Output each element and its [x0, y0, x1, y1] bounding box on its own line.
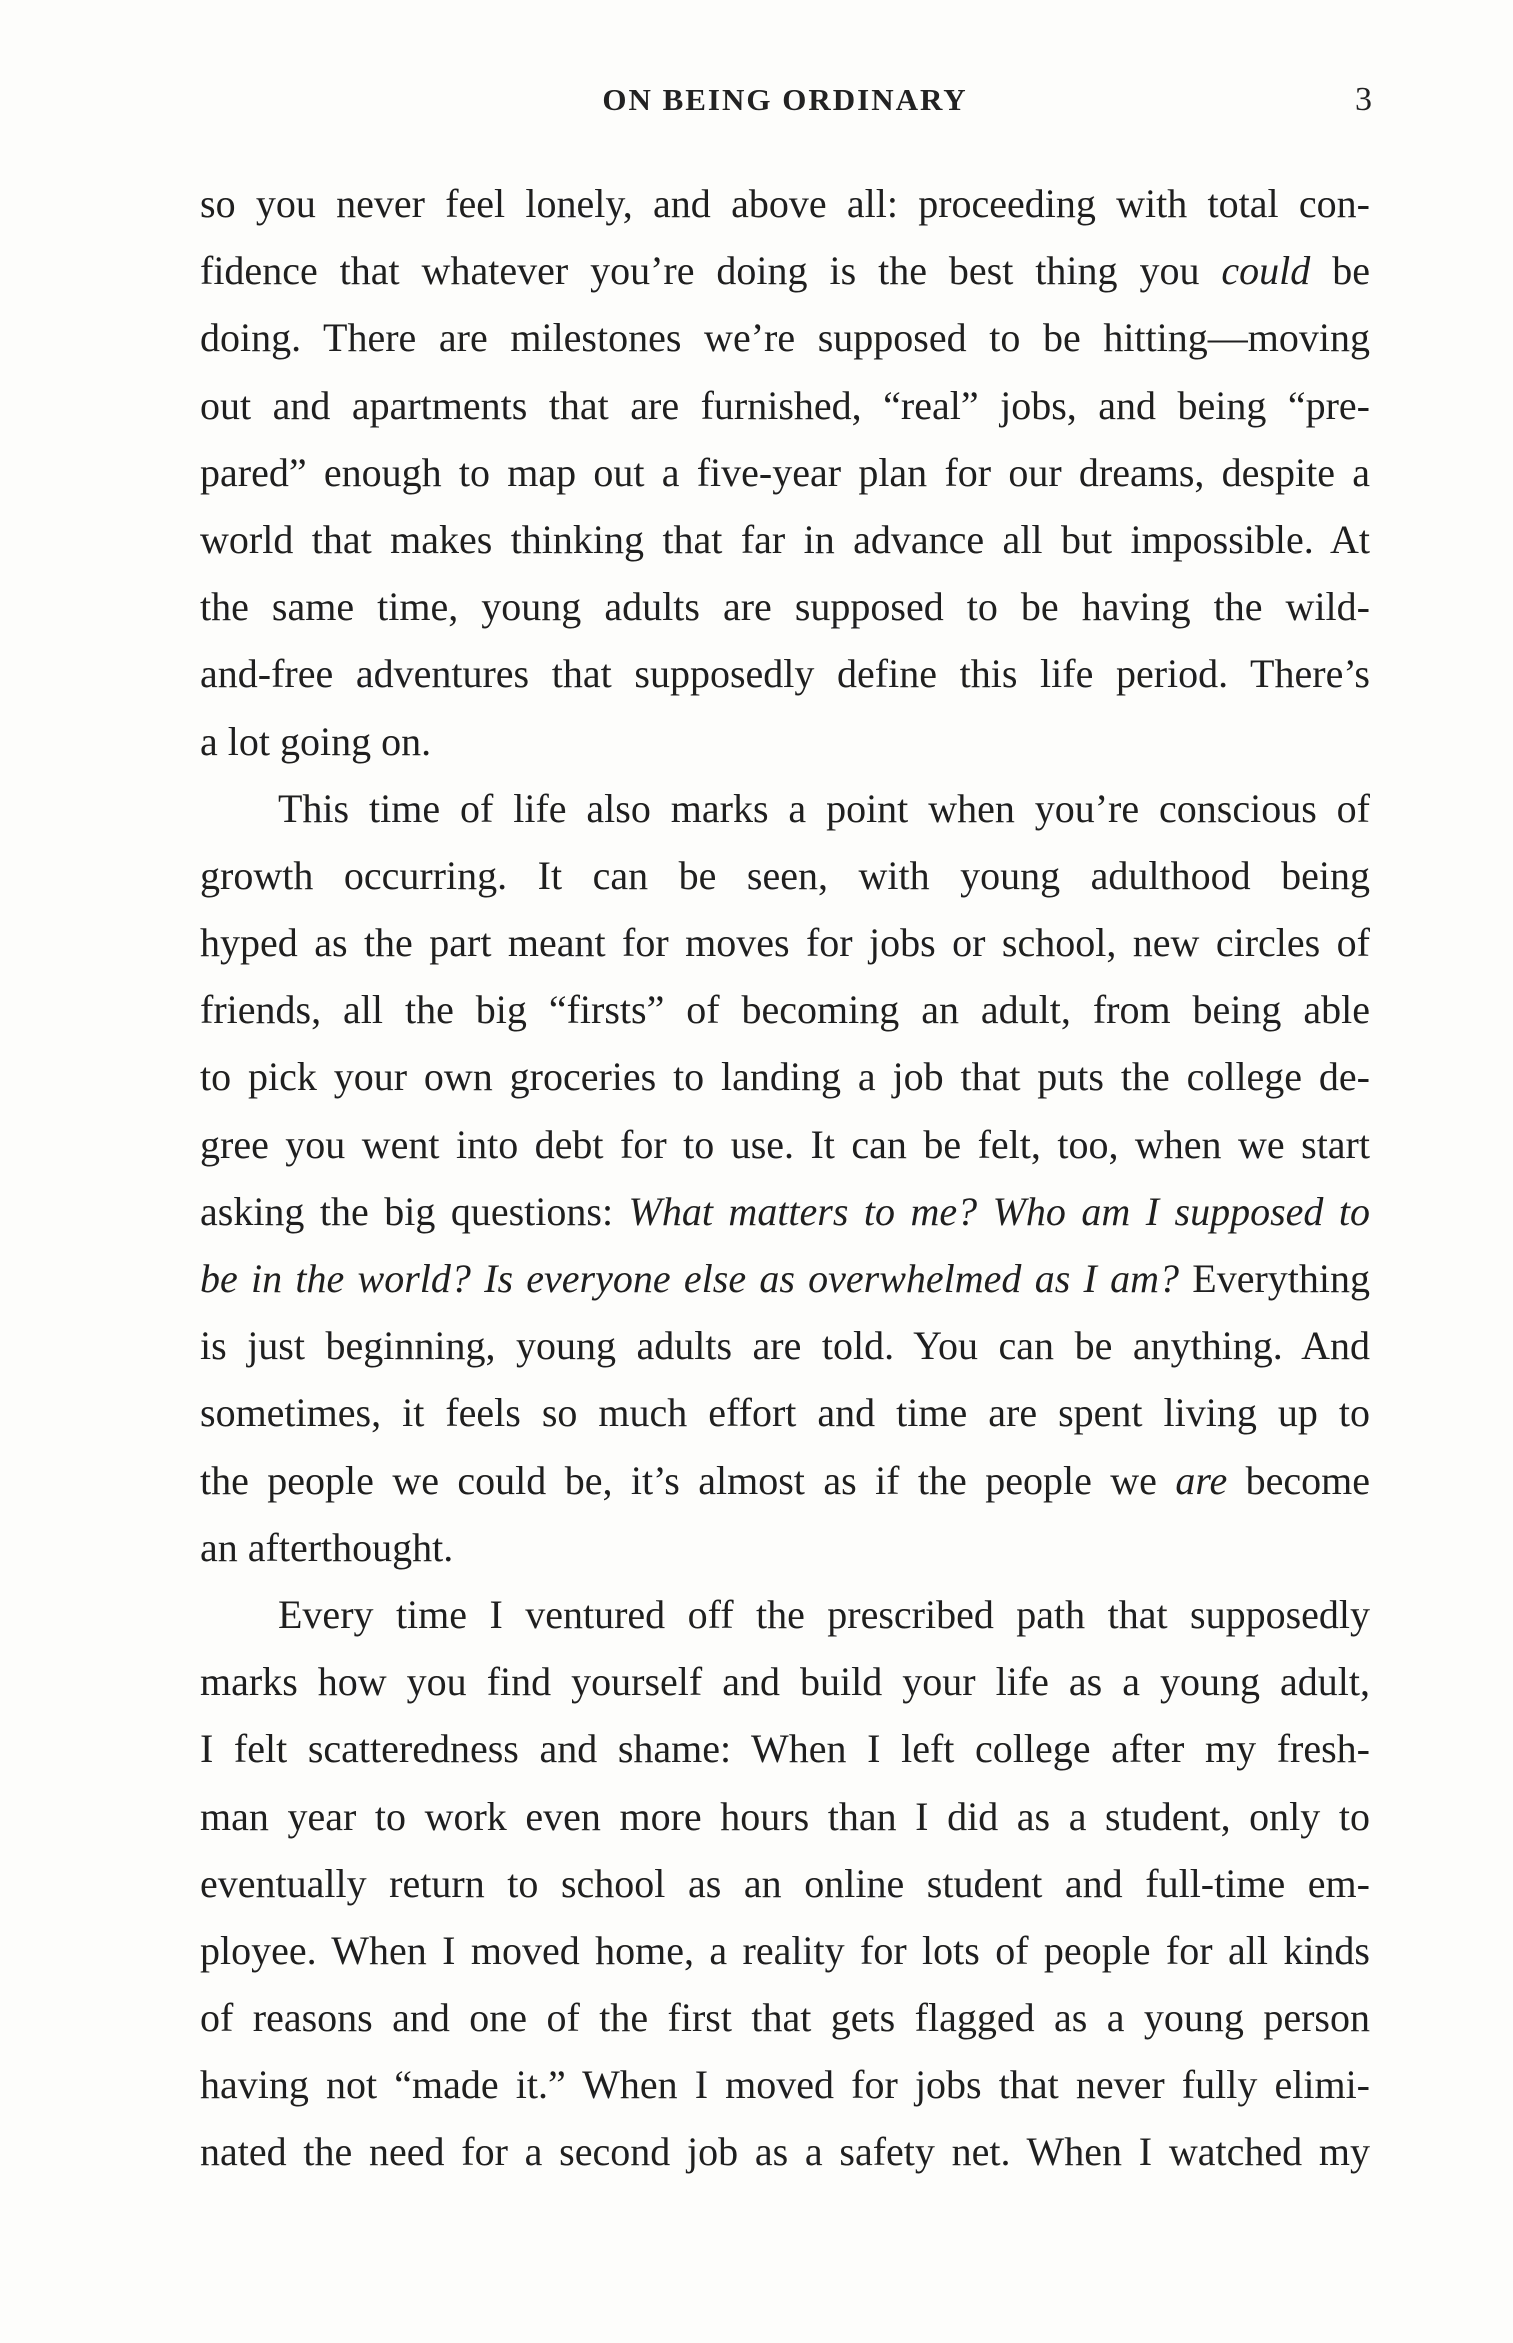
- text-segment: eventually return to school as an online student and full-time em-: [200, 1860, 1370, 1906]
- text-segment: fidence that whatever you’re doing is the best thing you: [200, 248, 1222, 294]
- text-segment: doing. There are milestones we’re supposed to be hitting—moving: [200, 315, 1370, 361]
- text-line: [200, 775, 1370, 842]
- text-segment: be: [1310, 248, 1370, 294]
- text-segment: I felt scatteredness and shame: When I left college after my fresh-: [200, 1726, 1370, 1772]
- text-segment: so you never feel lonely, and above all: proceeding with total con-: [200, 181, 1370, 226]
- text-line: [200, 506, 1370, 573]
- text-segment: and-free adventures that supposedly define this life period. There’s: [200, 651, 1370, 697]
- text-line: [200, 2118, 1370, 2185]
- text-line: [200, 1917, 1370, 1984]
- text-line: [200, 842, 1370, 909]
- text-line: [200, 1850, 1370, 1917]
- text-segment: out and apartments that are furnished, “real” jobs, and being “pre-: [200, 382, 1370, 428]
- text-line: [200, 1111, 1370, 1178]
- text-line: [200, 573, 1370, 640]
- paragraph: [200, 170, 1370, 775]
- text-segment: of reasons and one of the first that gets flagged as a young person: [200, 1995, 1370, 2041]
- text-segment: become: [1227, 1457, 1371, 1503]
- text-line: [200, 304, 1370, 371]
- text-line: [200, 1514, 1370, 1581]
- text-segment: the same time, young adults are supposed to be having the wild-: [200, 584, 1370, 630]
- text-line: [200, 170, 1370, 237]
- text-segment: world that makes thinking that far in advance all but impossible. At: [200, 516, 1370, 562]
- text-segment: growth occurring. It can be seen, with young adulthood being: [200, 852, 1370, 898]
- italic-text: What matters to me? Who am I supposed to: [628, 1188, 1371, 1234]
- text-segment: an afterthought.: [200, 1524, 454, 1570]
- text-line: [200, 1783, 1370, 1850]
- text-segment: ployee. When I moved home, a reality for lots of people for all kinds: [200, 1927, 1370, 1973]
- text-segment: Every time I ventured off the prescribed path that supposedly: [278, 1591, 1370, 1637]
- text-segment: pared” enough to map out a five-year plan for our dreams, despite a: [200, 449, 1370, 495]
- text-line: [200, 708, 1370, 775]
- text-line: [200, 2051, 1370, 2118]
- text-line: [200, 237, 1370, 304]
- text-segment: having not “made it.” When I moved for jobs that never fully elimi-: [200, 2062, 1370, 2108]
- text-line: [200, 1581, 1370, 1648]
- text-segment: Everything: [1179, 1256, 1370, 1301]
- text-segment: a lot going on.: [200, 718, 432, 764]
- text-segment: asking the big questions:: [200, 1188, 629, 1234]
- text-line: [200, 1178, 1370, 1245]
- text-segment: This time of life also marks a point when you’re conscious of: [278, 785, 1370, 831]
- text-line: [200, 1043, 1370, 1110]
- text-line: [200, 1447, 1370, 1514]
- paragraph: [200, 775, 1370, 1581]
- text-segment: nated the need for a second job as a safety net. When I watched my: [200, 2129, 1370, 2175]
- text-line: [200, 1312, 1370, 1379]
- text-line: [200, 1984, 1370, 2051]
- text-line: [200, 909, 1370, 976]
- text-segment: marks how you find yourself and build your life as a young adult,: [200, 1659, 1370, 1705]
- text-line: [200, 372, 1370, 439]
- text-segment: is just beginning, young adults are told. You can be anything. And: [200, 1323, 1370, 1369]
- text-line: [200, 976, 1370, 1043]
- text-segment: friends, all the big “firsts” of becoming an adult, from being able: [200, 987, 1370, 1033]
- text-segment: man year to work even more hours than I did as a student, only to: [200, 1793, 1370, 1839]
- paragraph: [200, 1581, 1370, 2186]
- text-line: [200, 640, 1370, 707]
- italic-text: be in the world? Is everyone else as overwhelmed as I am?: [200, 1256, 1179, 1301]
- text-segment: the people we could be, it’s almost as if the people we: [200, 1457, 1176, 1503]
- text-segment: gree you went into debt for to use. It can be felt, too, when we start: [200, 1121, 1370, 1167]
- body-text: [200, 170, 1370, 2186]
- running-title: ON BEING ORDINARY: [602, 82, 968, 117]
- text-line: [200, 439, 1370, 506]
- text-line: [200, 1648, 1370, 1715]
- text-line: [200, 1379, 1370, 1446]
- page-number: 3: [1355, 81, 1372, 118]
- italic-text: are: [1175, 1457, 1228, 1503]
- text-segment: hyped as the part meant for moves for jobs or school, new circles of: [200, 920, 1370, 966]
- text-line: [200, 1715, 1370, 1782]
- running-head: [200, 76, 1370, 124]
- italic-text: could: [1221, 248, 1311, 294]
- text-line: [200, 1245, 1370, 1312]
- text-segment: to pick your own groceries to landing a job that puts the college de-: [200, 1054, 1370, 1100]
- text-segment: sometimes, it feels so much effort and time are spent living up to: [200, 1390, 1370, 1436]
